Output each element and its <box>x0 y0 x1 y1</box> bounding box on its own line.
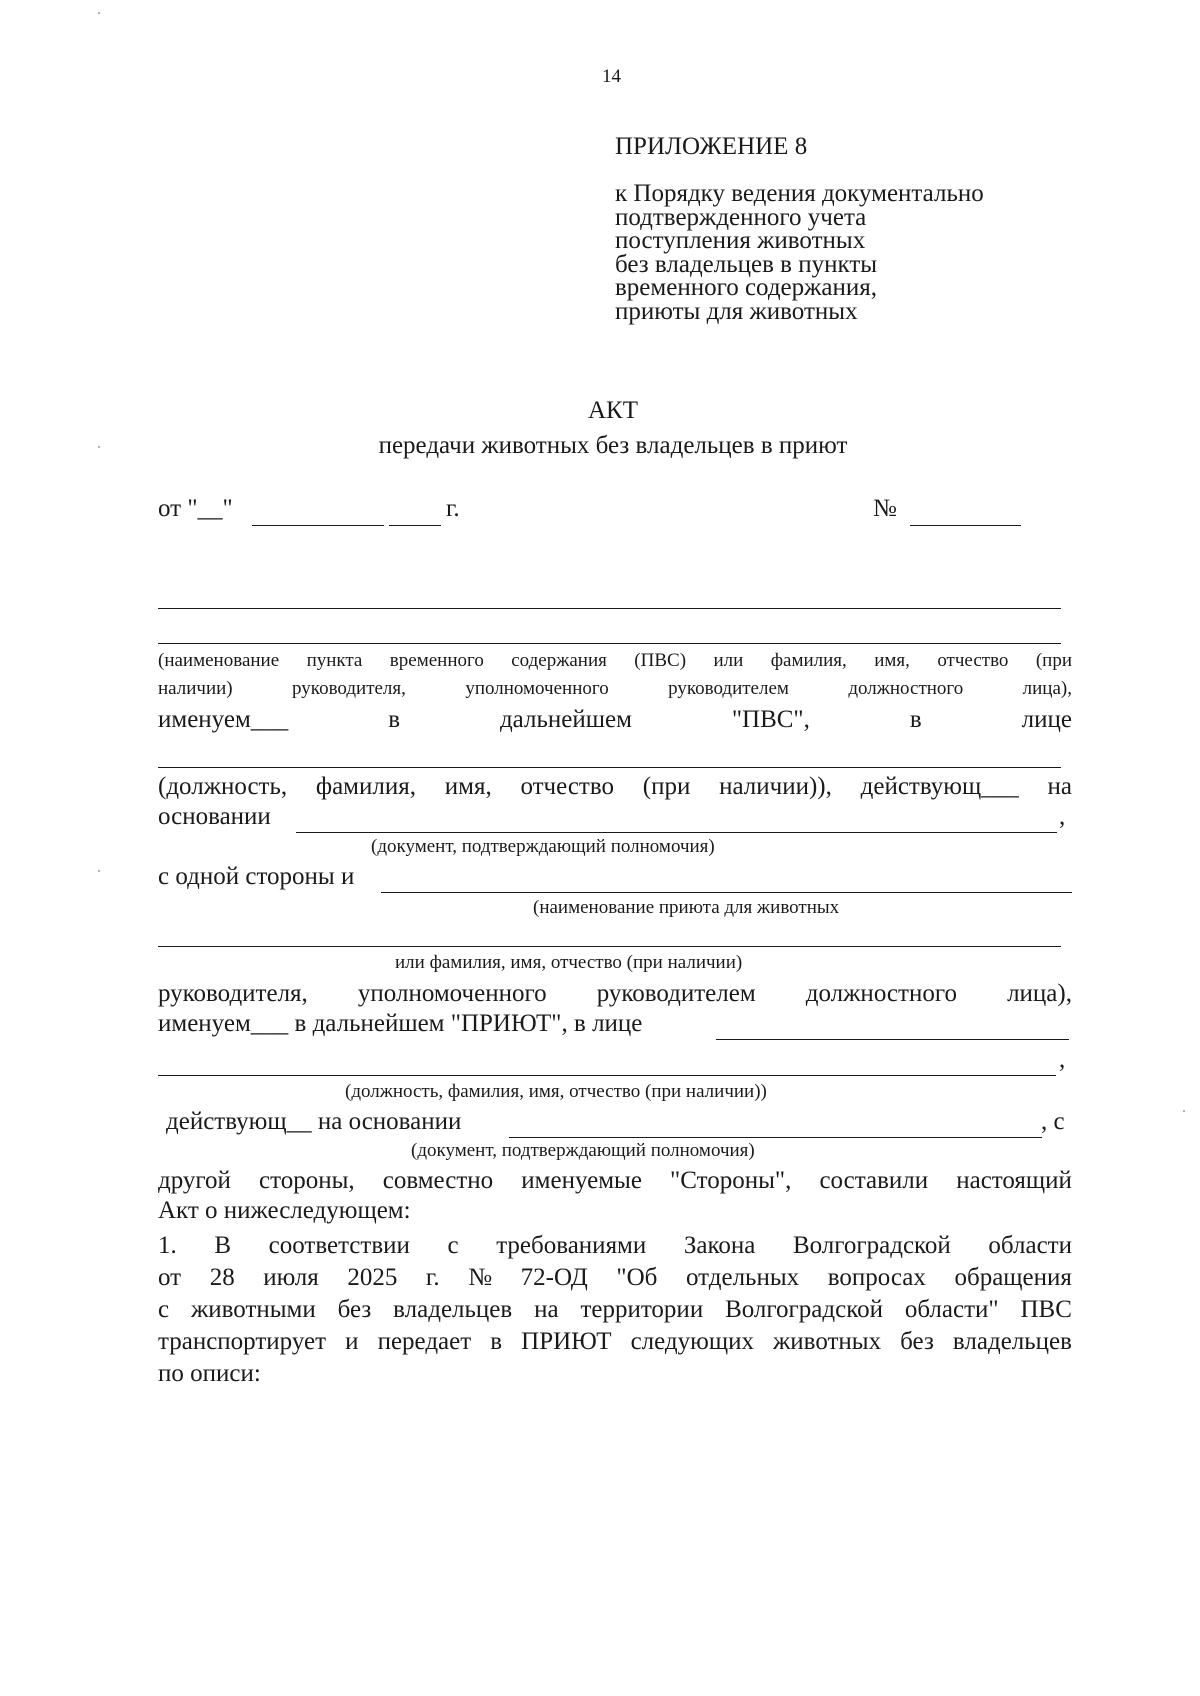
date-from-label: от "__" <box>158 495 233 522</box>
appendix-line: временного содержания, <box>615 274 878 301</box>
doc-caption: (документ, подтверждающий полномочия) <box>371 836 715 857</box>
shelter-caption-2: или фамилия, имя, отчество (при наличии) <box>395 952 743 973</box>
shelter-representative-blank-2 <box>158 1075 1056 1076</box>
pvs-caption-line-2: наличии) руководителя, уполномоченного руководителем должностного лица), <box>158 678 1072 699</box>
act-subtitle: передачи животных без владельцев в приют <box>378 432 848 459</box>
pvs-representative-blank <box>158 767 1061 768</box>
page-number: 14 <box>602 66 621 87</box>
act-title: АКТ <box>588 397 638 424</box>
basis-blank <box>296 832 1057 833</box>
basis-label: основании <box>158 803 271 830</box>
position-comma: , <box>1059 1046 1066 1073</box>
named-shelter-line: именуем___ в дальнейшем "ПРИЮТ", в лице <box>158 1010 643 1037</box>
acting-basis-blank <box>509 1137 1042 1138</box>
shelter-name-blank-2 <box>158 946 1061 947</box>
para1-line-1: 1. В соответствии с требованиями Закона Волгоградской области <box>158 1232 1072 1259</box>
date-year-suffix: г. <box>446 495 460 522</box>
position-caption-2: (должность, фамилия, имя, отчество (при наличии)) <box>345 1081 767 1102</box>
shelter-name-blank-1 <box>381 892 1072 893</box>
named-pvs-line: именуем___ в дальнейшем "ПВС", в лице <box>158 706 1072 733</box>
doc-caption-2: (документ, подтверждающий полномочия) <box>411 1140 755 1161</box>
number-sign: № <box>873 495 897 522</box>
para1-line-4: транспортирует и передает в ПРИЮТ следующих животных без владельцев <box>158 1328 1072 1355</box>
para1-line-2: от 28 июля 2025 г. № 72-ОД "Об отдельных вопросах обращения <box>158 1264 1072 1291</box>
appendix-line: приюты для животных <box>615 297 858 325</box>
appendix-line: без владельцев в пункты <box>615 250 878 278</box>
para1-line-5: по описи: <box>158 1360 261 1387</box>
other-side-last: Акт о нижеследующем: <box>158 1197 411 1224</box>
appendix-title: ПРИЛОЖЕНИЕ 8 <box>615 133 808 160</box>
shelter-representative-blank-1 <box>716 1039 1069 1040</box>
appendix-line: поступления животных <box>615 227 866 254</box>
basis-comma: , <box>1059 803 1066 830</box>
position-caption-line: (должность, фамилия, имя, отчество (при наличии)), действующ___ на <box>158 773 1072 800</box>
acting-end: , с <box>1041 1108 1065 1135</box>
appendix-line: к Порядку ведения документально <box>615 180 984 207</box>
scan-speck <box>98 12 100 14</box>
other-side-line: другой стороны, совместно именуемые "Стороны", составили настоящий <box>158 1167 1072 1194</box>
date-month-blank <box>252 525 384 526</box>
number-blank <box>910 525 1021 526</box>
shelter-caption: (наименование приюта для животных <box>533 897 840 918</box>
acting-label: действующ__ на основании <box>166 1108 462 1135</box>
pvs-name-blank-2 <box>158 643 1061 644</box>
appendix-line: подтвержденного учета <box>615 203 867 231</box>
pvs-caption-line-1: (наименование пункта временного содержания (ПВС) или фамилия, имя, отчество (при <box>158 650 1072 671</box>
scan-speck <box>98 446 100 448</box>
scan-speck <box>98 870 100 872</box>
one-side-label: с одной стороны и <box>158 863 355 890</box>
appendix-subtitle <box>615 182 1095 323</box>
date-year-blank <box>389 525 441 526</box>
shelter-head-line: руководителя, уполномоченного руководителем должностного лица), <box>158 980 1072 1007</box>
scan-speck <box>1183 1110 1185 1112</box>
para1-line-3: с животными без владельцев на территории Волгоградской области" ПВС <box>158 1296 1072 1323</box>
pvs-name-blank-1 <box>158 608 1061 609</box>
